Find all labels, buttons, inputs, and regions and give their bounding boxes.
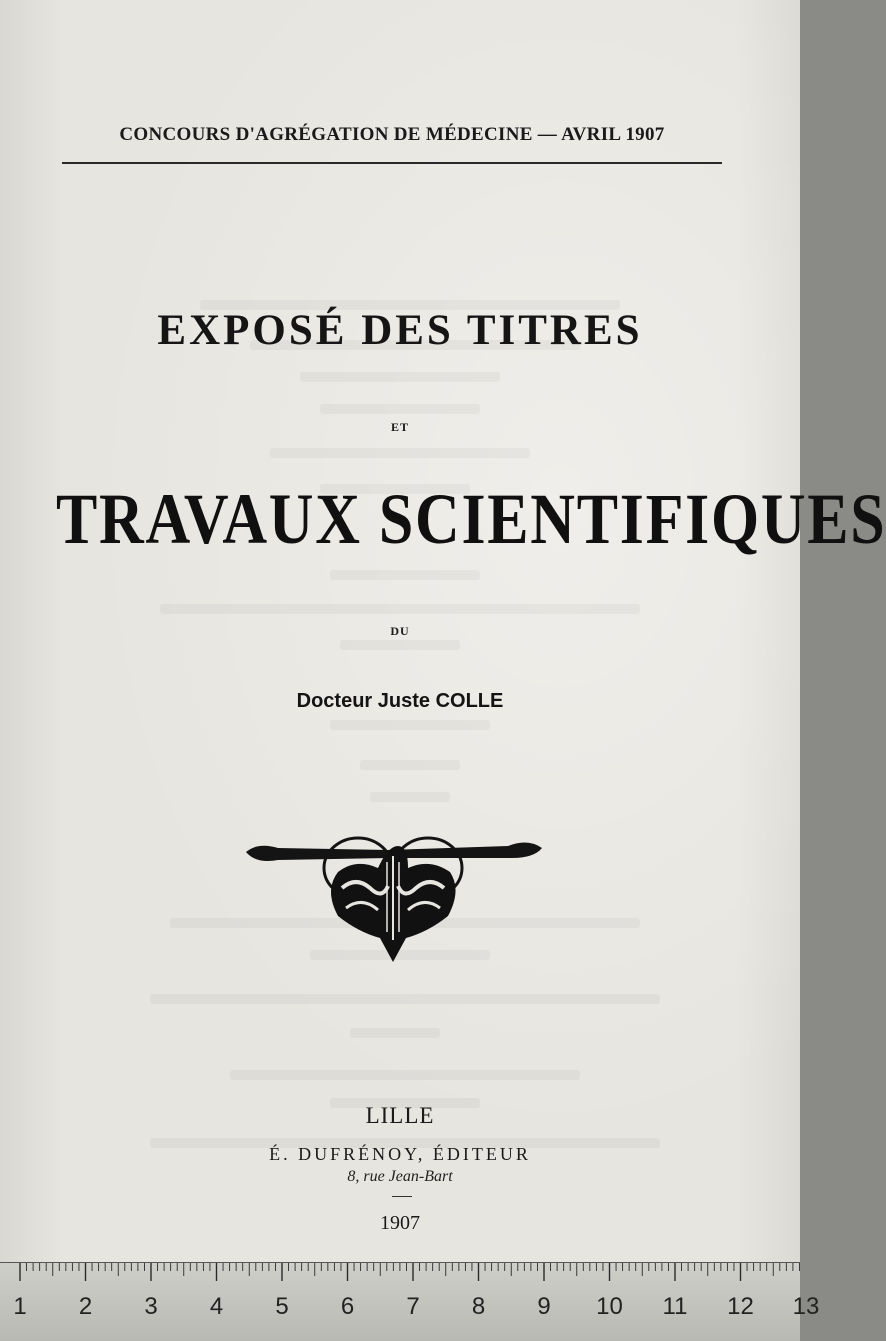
ruler-number: 5 [275,1293,289,1320]
ruler-number: 8 [471,1293,486,1320]
ruler-number: 2 [78,1293,93,1320]
ruler-number: 12 [727,1293,754,1320]
show-through-line [330,720,490,730]
imprint-year: 1907 [380,1212,420,1234]
show-through-line [150,994,660,1004]
ruler-number: 1 [13,1293,27,1320]
ruler-number: 11 [662,1293,688,1320]
conjunction-et: ET [390,420,409,434]
ruler-number: 3 [144,1293,158,1320]
ruler-number: 9 [537,1293,551,1320]
show-through-line [330,570,480,580]
ruler-number: 7 [406,1293,420,1320]
show-through-line [230,1070,580,1080]
ornament-icon [238,828,548,968]
author-name: Docteur Juste COLLE [296,690,504,712]
show-through-line [360,760,460,770]
preposition-du: DU [390,624,410,638]
imprint-address: 8, rue Jean-Bart [347,1168,453,1185]
ruler-number: 4 [209,1293,224,1320]
show-through-line [350,1028,440,1038]
ruler-number: 10 [596,1293,623,1320]
show-through-line [270,448,530,458]
header-rule [62,162,722,164]
competition-header: CONCOURS D'AGRÉGATION DE MÉDECINE — AVRIL 1907 [119,124,665,145]
title-line-travaux: TRAVAUX SCIENTIFIQUES [56,479,886,559]
imprint-publisher: É. DUFRÉNOY, ÉDITEUR [269,1144,531,1164]
show-through-line [340,640,460,650]
title-line-exposé: EXPOSÉ DES TITRES [157,307,643,354]
show-through-line [160,604,640,614]
measuring-ruler [0,1262,820,1341]
show-through-line [320,404,480,414]
imprint-rule [392,1196,412,1197]
ruler-number: 6 [340,1293,355,1320]
ruler-number: 13 [792,1293,820,1320]
show-through-line [300,372,500,382]
imprint-city: LILLE [365,1103,435,1128]
show-through-line [370,792,450,802]
